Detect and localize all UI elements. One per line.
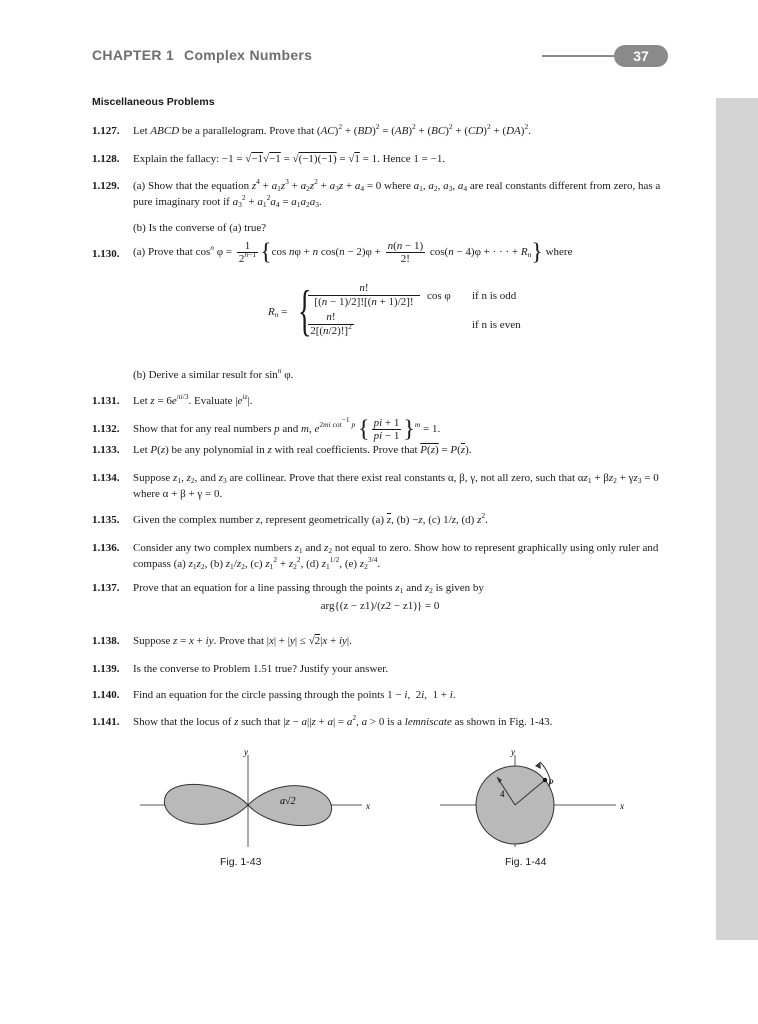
problem-1-130 xyxy=(92,240,682,265)
problem-text: Let ABCD be a parallelogram. Prove that (AC)$^2$ + (BD)$^2$ = (AB)$^2$ + (BC)$^2$ + (CD)$^2$ + (DA)$^2$. xyxy=(133,122,531,137)
problem-part-b: (b) Derive a similar result for $\sin^n \varphi$. xyxy=(133,366,294,381)
rn-fraction-odd: n! [(n − 1)/2]![(n + 1)/2]! xyxy=(308,282,420,309)
point-label: P xyxy=(548,778,554,788)
chapter-name: Complex Numbers xyxy=(184,47,313,63)
chapter-number: CHAPTER 1 xyxy=(92,47,175,63)
x-axis-label: x xyxy=(366,801,370,811)
problem-number: 1.135. xyxy=(92,514,120,526)
problem-1-132 xyxy=(92,417,682,442)
problem-part-b: (b) Is the converse of (a) true? xyxy=(133,222,267,234)
chapter-title xyxy=(92,47,312,63)
problem-1-127 xyxy=(92,124,682,140)
problem-text: Show that the locus of z such that $|z - a||z + a| = a^2$, a > 0 is a lemniscate as shown in Fig. 1-43. xyxy=(133,713,553,728)
y-axis-label: y xyxy=(511,747,515,757)
page-header xyxy=(92,45,668,69)
problem-1-135 xyxy=(92,513,682,529)
problem-number: 1.138. xyxy=(92,635,120,647)
figure-1-43 xyxy=(130,747,380,857)
rn-definition xyxy=(252,279,552,349)
figure-1-44-caption: Fig. 1-44 xyxy=(505,856,547,868)
problem-1-139 xyxy=(92,662,682,678)
problem-equation: arg{(z − z1)/(z2 − z1)} = 0 xyxy=(320,600,440,612)
figure-1-43-caption: Fig. 1-43 xyxy=(220,856,262,868)
header-rule xyxy=(542,55,622,57)
section-title: Miscellaneous Problems xyxy=(92,96,215,108)
rn-cos: cos φ xyxy=(427,290,451,302)
problem-number: 1.134. xyxy=(92,472,120,484)
problem-number: 1.139. xyxy=(92,663,120,675)
problem-1-141 xyxy=(92,715,682,731)
problem-text: (a) Prove that $\cos^n \varphi$ = $\frac{1}{2^{n-1}}$ {cos nφ + n cos(n − 2)φ + $\frac{n(n - 1)}{2!}$ cos(n − 4)φ + · · · + $R_n$} where xyxy=(133,239,573,266)
problem-1-131 xyxy=(92,394,682,410)
problem-text: Given the complex number z, represent geometrically (a) $\overline{z}$, (b) −z, (c) 1/z, (d) $z^2$. xyxy=(133,511,488,526)
problem-text: Suppose z = x + iy. Prove that |x| + |y| ≤ √2|x + iy|. xyxy=(133,635,352,647)
rn-brace: { xyxy=(298,280,312,342)
problem-number: 1.140. xyxy=(92,689,120,701)
problem-number: 1.128. xyxy=(92,153,120,165)
problem-text: Let $z = 6e^{\pi i/3}$. Evaluate $|e^{iz}|$. xyxy=(133,392,253,407)
problem-number: 1.130. xyxy=(92,248,120,260)
rn-case-odd: if n is odd xyxy=(472,290,517,302)
side-tab xyxy=(716,98,758,940)
radius-label: 4 xyxy=(500,789,505,799)
problem-text: Suppose $z_1$, $z_2$, and $z_3$ are collinear. Prove that there exist real constants α, β, γ, not all zero, such that $\alpha z_1 + \beta z_2 + \gamma z_3 = 0$ where α + β + γ = 0. xyxy=(133,472,659,500)
page-number: 37 xyxy=(614,45,668,67)
problem-text: Prove that an equation for a line passing through the points $z_1$ and $z_2$ is given by xyxy=(133,582,484,595)
problem-number: 1.132. xyxy=(92,423,120,435)
problem-text: Find an equation for the circle passing through the points 1 − i, 2i, 1 + i. xyxy=(133,689,456,701)
problem-number: 1.131. xyxy=(92,395,120,407)
problem-number: 1.133. xyxy=(92,444,120,456)
annotation-a-root2: a√2 xyxy=(280,796,296,807)
rotation-arrowhead xyxy=(535,762,541,769)
rn-label: $R_n$ = xyxy=(268,306,288,319)
problem-text: Explain the fallacy: −1 = √−1√−1 = √(−1)(−1) = √1 = 1. Hence 1 = −1. xyxy=(133,153,446,165)
x-axis-label: x xyxy=(620,801,624,811)
rn-case-even: if n is even xyxy=(472,319,521,331)
problem-number: 1.137. xyxy=(92,582,120,594)
problem-number: 1.141. xyxy=(92,716,120,728)
rn-fraction-even: n! $2[(n/2)!]^2$ xyxy=(308,311,354,338)
problem-number: 1.127. xyxy=(92,125,120,137)
y-axis-label: y xyxy=(244,747,248,757)
problem-1-133 xyxy=(92,443,682,459)
problem-1-136 xyxy=(92,541,682,572)
problem-text: Let P(z) be any polynomial in z with real coefficients. Prove that $P(z) = P(\overline{z})$. xyxy=(133,444,472,456)
problem-text: Is the converse to Problem 1.51 true? Justify your answer. xyxy=(133,663,389,675)
problem-1-129 xyxy=(92,179,682,237)
problem-1-134 xyxy=(92,471,682,502)
problem-1-138 xyxy=(92,634,682,650)
problem-1-128 xyxy=(92,152,682,168)
problem-text: (a) Show that the equation $z^4 + a_1z^3 + a_2z^2 + a_3z + a_4 = 0$ where $a_1$, $a_2$, $a_3$, $a_4$ are real constants different from zero, has a pure imaginary root if $a_3^2 + a_1^2a_4 = a_1a_2a_3$. xyxy=(133,177,661,209)
problem-1-140 xyxy=(92,688,682,704)
problem-number: 1.129. xyxy=(92,180,120,192)
problem-1-137 xyxy=(92,581,682,612)
problem-number: 1.136. xyxy=(92,542,120,554)
problem-text: Show that for any real numbers p and m, $e^{2mi cot^{-1} p}$ { $\frac{pi + 1}{pi - 1}$ }$^m$ = 1. xyxy=(133,415,441,443)
point-p xyxy=(543,778,547,782)
problem-text: Consider any two complex numbers $z_1$ and $z_2$ not equal to zero. Show how to represent graphically using only ruler and compass (a) $z_1z_2$, (b) $z_1/z_2$, (c) $z_1^2 + z_2^2$, (d) $z_1^{1/2}$, (e) $z_2^{3/4}$. xyxy=(133,542,659,571)
figure-1-44 xyxy=(430,747,630,857)
problem-1-130-b xyxy=(92,368,682,384)
